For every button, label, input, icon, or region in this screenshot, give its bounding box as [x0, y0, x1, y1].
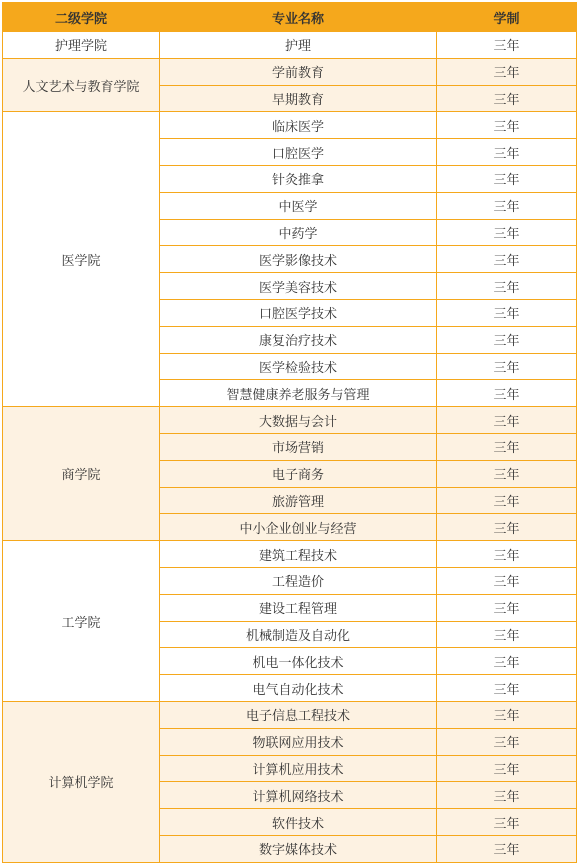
college-cell: 医学院: [3, 112, 160, 407]
duration-cell: 三年: [437, 326, 577, 353]
duration-cell: 三年: [437, 139, 577, 166]
duration-cell: 三年: [437, 487, 577, 514]
duration-cell: 三年: [437, 273, 577, 300]
duration-cell: 三年: [437, 353, 577, 380]
table-header-row: [3, 3, 577, 32]
college-cell: 计算机学院: [3, 701, 160, 862]
duration-cell: 三年: [437, 594, 577, 621]
major-cell: 针灸推拿: [160, 165, 437, 192]
duration-cell: 三年: [437, 541, 577, 568]
table-row: [3, 58, 577, 85]
major-cell: 市场营销: [160, 433, 437, 460]
major-cell: 早期教育: [160, 85, 437, 112]
duration-cell: 三年: [437, 701, 577, 728]
duration-cell: 三年: [437, 407, 577, 434]
duration-cell: 三年: [437, 755, 577, 782]
major-cell: 建设工程管理: [160, 594, 437, 621]
college-cell: 人文艺术与教育学院: [3, 58, 160, 112]
table-row: [3, 541, 577, 568]
duration-cell: 三年: [437, 460, 577, 487]
duration-cell: 三年: [437, 809, 577, 836]
table-row: [3, 701, 577, 728]
duration-cell: 三年: [437, 675, 577, 702]
duration-cell: 三年: [437, 567, 577, 594]
college-cell: 护理学院: [3, 32, 160, 59]
duration-cell: 三年: [437, 835, 577, 862]
major-cell: 电子信息工程技术: [160, 701, 437, 728]
major-cell: 数字媒体技术: [160, 835, 437, 862]
major-cell: 中药学: [160, 219, 437, 246]
college-cell: 商学院: [3, 407, 160, 541]
duration-cell: 三年: [437, 299, 577, 326]
major-cell: 口腔医学技术: [160, 299, 437, 326]
major-cell: 大数据与会计: [160, 407, 437, 434]
major-cell: 医学美容技术: [160, 273, 437, 300]
major-cell: 口腔医学: [160, 139, 437, 166]
duration-cell: 三年: [437, 246, 577, 273]
major-cell: 机电一体化技术: [160, 648, 437, 675]
duration-cell: 三年: [437, 380, 577, 407]
major-cell: 临床医学: [160, 112, 437, 139]
duration-cell: 三年: [437, 514, 577, 541]
duration-cell: 三年: [437, 32, 577, 59]
major-cell: 中医学: [160, 192, 437, 219]
major-cell: 康复治疗技术: [160, 326, 437, 353]
major-cell: 计算机应用技术: [160, 755, 437, 782]
table-row: [3, 112, 577, 139]
major-cell: 机械制造及自动化: [160, 621, 437, 648]
college-cell: 工学院: [3, 541, 160, 702]
table-row: [3, 407, 577, 434]
duration-cell: 三年: [437, 648, 577, 675]
duration-cell: 三年: [437, 58, 577, 85]
duration-cell: 三年: [437, 433, 577, 460]
duration-cell: 三年: [437, 112, 577, 139]
major-cell: 中小企业创业与经营: [160, 514, 437, 541]
major-cell: 学前教育: [160, 58, 437, 85]
duration-cell: 三年: [437, 85, 577, 112]
program-table: [2, 2, 577, 863]
major-cell: 软件技术: [160, 809, 437, 836]
duration-cell: 三年: [437, 621, 577, 648]
major-cell: 计算机网络技术: [160, 782, 437, 809]
duration-cell: 三年: [437, 728, 577, 755]
duration-cell: 三年: [437, 782, 577, 809]
table-body: [3, 32, 577, 863]
duration-cell: 三年: [437, 219, 577, 246]
header-college: 二级学院: [3, 3, 160, 32]
major-cell: 医学检验技术: [160, 353, 437, 380]
major-cell: 护理: [160, 32, 437, 59]
major-cell: 物联网应用技术: [160, 728, 437, 755]
program-table-container: [2, 2, 576, 863]
header-duration: 学制: [437, 3, 577, 32]
duration-cell: 三年: [437, 192, 577, 219]
major-cell: 电气自动化技术: [160, 675, 437, 702]
duration-cell: 三年: [437, 165, 577, 192]
major-cell: 医学影像技术: [160, 246, 437, 273]
major-cell: 旅游管理: [160, 487, 437, 514]
major-cell: 电子商务: [160, 460, 437, 487]
header-major: 专业名称: [160, 3, 437, 32]
major-cell: 智慧健康养老服务与管理: [160, 380, 437, 407]
major-cell: 建筑工程技术: [160, 541, 437, 568]
major-cell: 工程造价: [160, 567, 437, 594]
table-row: [3, 32, 577, 59]
